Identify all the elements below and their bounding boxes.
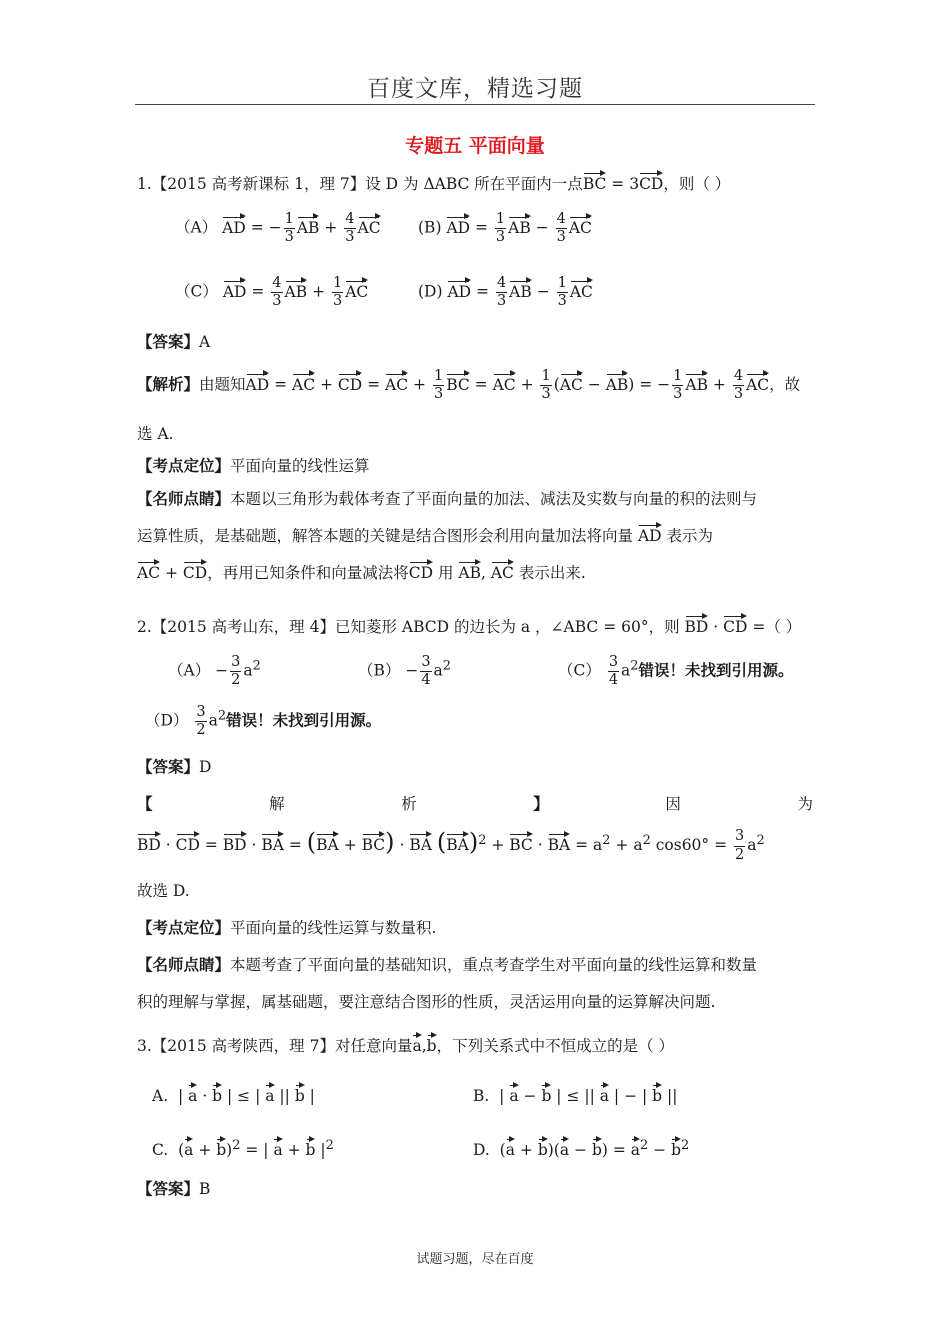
q3-stem: 3.【2015 高考陕西，理 7】对任意向量a,b，下列关系式中不恒成立的是（ ） bbox=[137, 1037, 675, 1055]
page-header: 百度文库，精选习题 bbox=[367, 76, 583, 102]
q1-point: 【考点定位】平面向量的线性运算 bbox=[137, 456, 370, 475]
q1-stem: 1.【2015 高考新课标 1，理 7】设 D 为 ΔABC 所在平面内一点BC = 3CD，则（ ） bbox=[137, 175, 731, 193]
q1-analysis-line2: 选 A. bbox=[137, 425, 174, 443]
q2-option-d: （D） $\frac{3}{2}$ $a^2$错误！未找到引用源。 bbox=[145, 704, 382, 739]
header-rule bbox=[135, 104, 815, 105]
q1-option-a: （A） AD = − $\frac{1}{3}$ AB + $\frac{4}{3}$ AC bbox=[175, 211, 381, 246]
q1-answer: 【答案】A bbox=[137, 332, 211, 351]
q3-option-b: B. | a − b | ≤ || a | − | b || bbox=[473, 1087, 678, 1105]
q2-answer: 【答案】D bbox=[137, 757, 212, 776]
q3-option-c: C. $(a + b)^2$ = | a + b $|^2$ bbox=[152, 1138, 334, 1160]
q2-analysis-heading: 【 解 析 】 因 为 bbox=[137, 794, 813, 813]
q3-option-a: A. | a · b | ≤ | a || b | bbox=[152, 1087, 315, 1105]
q3-option-d: D. $(a + b)(a - b) = a^2 - b^2$ bbox=[473, 1138, 690, 1160]
q1-comment-line3: AC + CD，再用已知条件和向量减法将CD 用 AB, AC 表示出来. bbox=[137, 564, 586, 582]
q1-option-c: （C） AD = $\frac{4}{3}$ AB + $\frac{1}{3}$ AC bbox=[175, 275, 369, 310]
q2-option-a: （A） − $\frac{3}{2}$ $a^2$ bbox=[168, 654, 261, 689]
q2-analysis-formula: BD · CD = BD · BA = (BA + BC) · BA (BA)$^2$ + BC · BA = $a^2 + a^2$ cos60° = $\frac{3}{2}$ $a^2$ bbox=[137, 828, 765, 863]
q1-analysis: 【解析】由题知AD = AC + CD = AC + $\frac{1}{3}$ BC = AC + $\frac{1}{3}$ (AC − AB) = − $\frac{1}{3}$ AB + $\frac{4}{3}$ AC，故 bbox=[137, 368, 801, 403]
q2-error-text-d: 错误！未找到引用源。 bbox=[226, 710, 382, 730]
q2-error-text-c: 错误！未找到引用源。 bbox=[638, 660, 794, 680]
q1-comment-line1: 【名师点睛】本题以三角形为载体考查了平面向量的加法、减法及实数与向量的积的法则与 bbox=[137, 489, 758, 508]
q2-comment-line1: 【名师点睛】本题考查了平面向量的基础知识，重点考查学生对平面向量的线性运算和数量 bbox=[137, 955, 758, 974]
q1-comment-line2: 运算性质，是基础题，解答本题的关键是结合图形会利用向量加法将向量 AD 表示为 bbox=[137, 527, 714, 545]
q1-option-d: (D) AD = $\frac{4}{3}$ AB − $\frac{1}{3}$ AC bbox=[418, 275, 593, 310]
q2-stem: 2.【2015 高考山东，理 4】已知菱形 ABCD 的边长为 a ，∠ABC = 60°，则 BD · CD =（ ） bbox=[137, 618, 802, 636]
q1-option-b: (B) AD = $\frac{1}{3}$ AB − $\frac{4}{3}$ AC bbox=[418, 211, 592, 246]
doc-title: 专题五 平面向量 bbox=[405, 135, 545, 157]
q2-option-b: （B） − $\frac{3}{4}$ $a^2$ bbox=[358, 654, 452, 689]
q2-conclusion: 故选 D. bbox=[137, 882, 190, 900]
q3-answer: 【答案】B bbox=[137, 1179, 211, 1198]
page-footer: 试题习题，尽在百度 bbox=[416, 1252, 534, 1267]
q2-comment-line2: 积的理解与掌握，属基础题，要注意结合图形的性质，灵活运用向量的运算解决问题. bbox=[137, 993, 716, 1011]
q2-point: 【考点定位】平面向量的线性运算与数量积. bbox=[137, 918, 437, 937]
q2-option-c: （C） $\frac{3}{4}$ $a^2$错误！未找到引用源。 bbox=[558, 654, 794, 689]
